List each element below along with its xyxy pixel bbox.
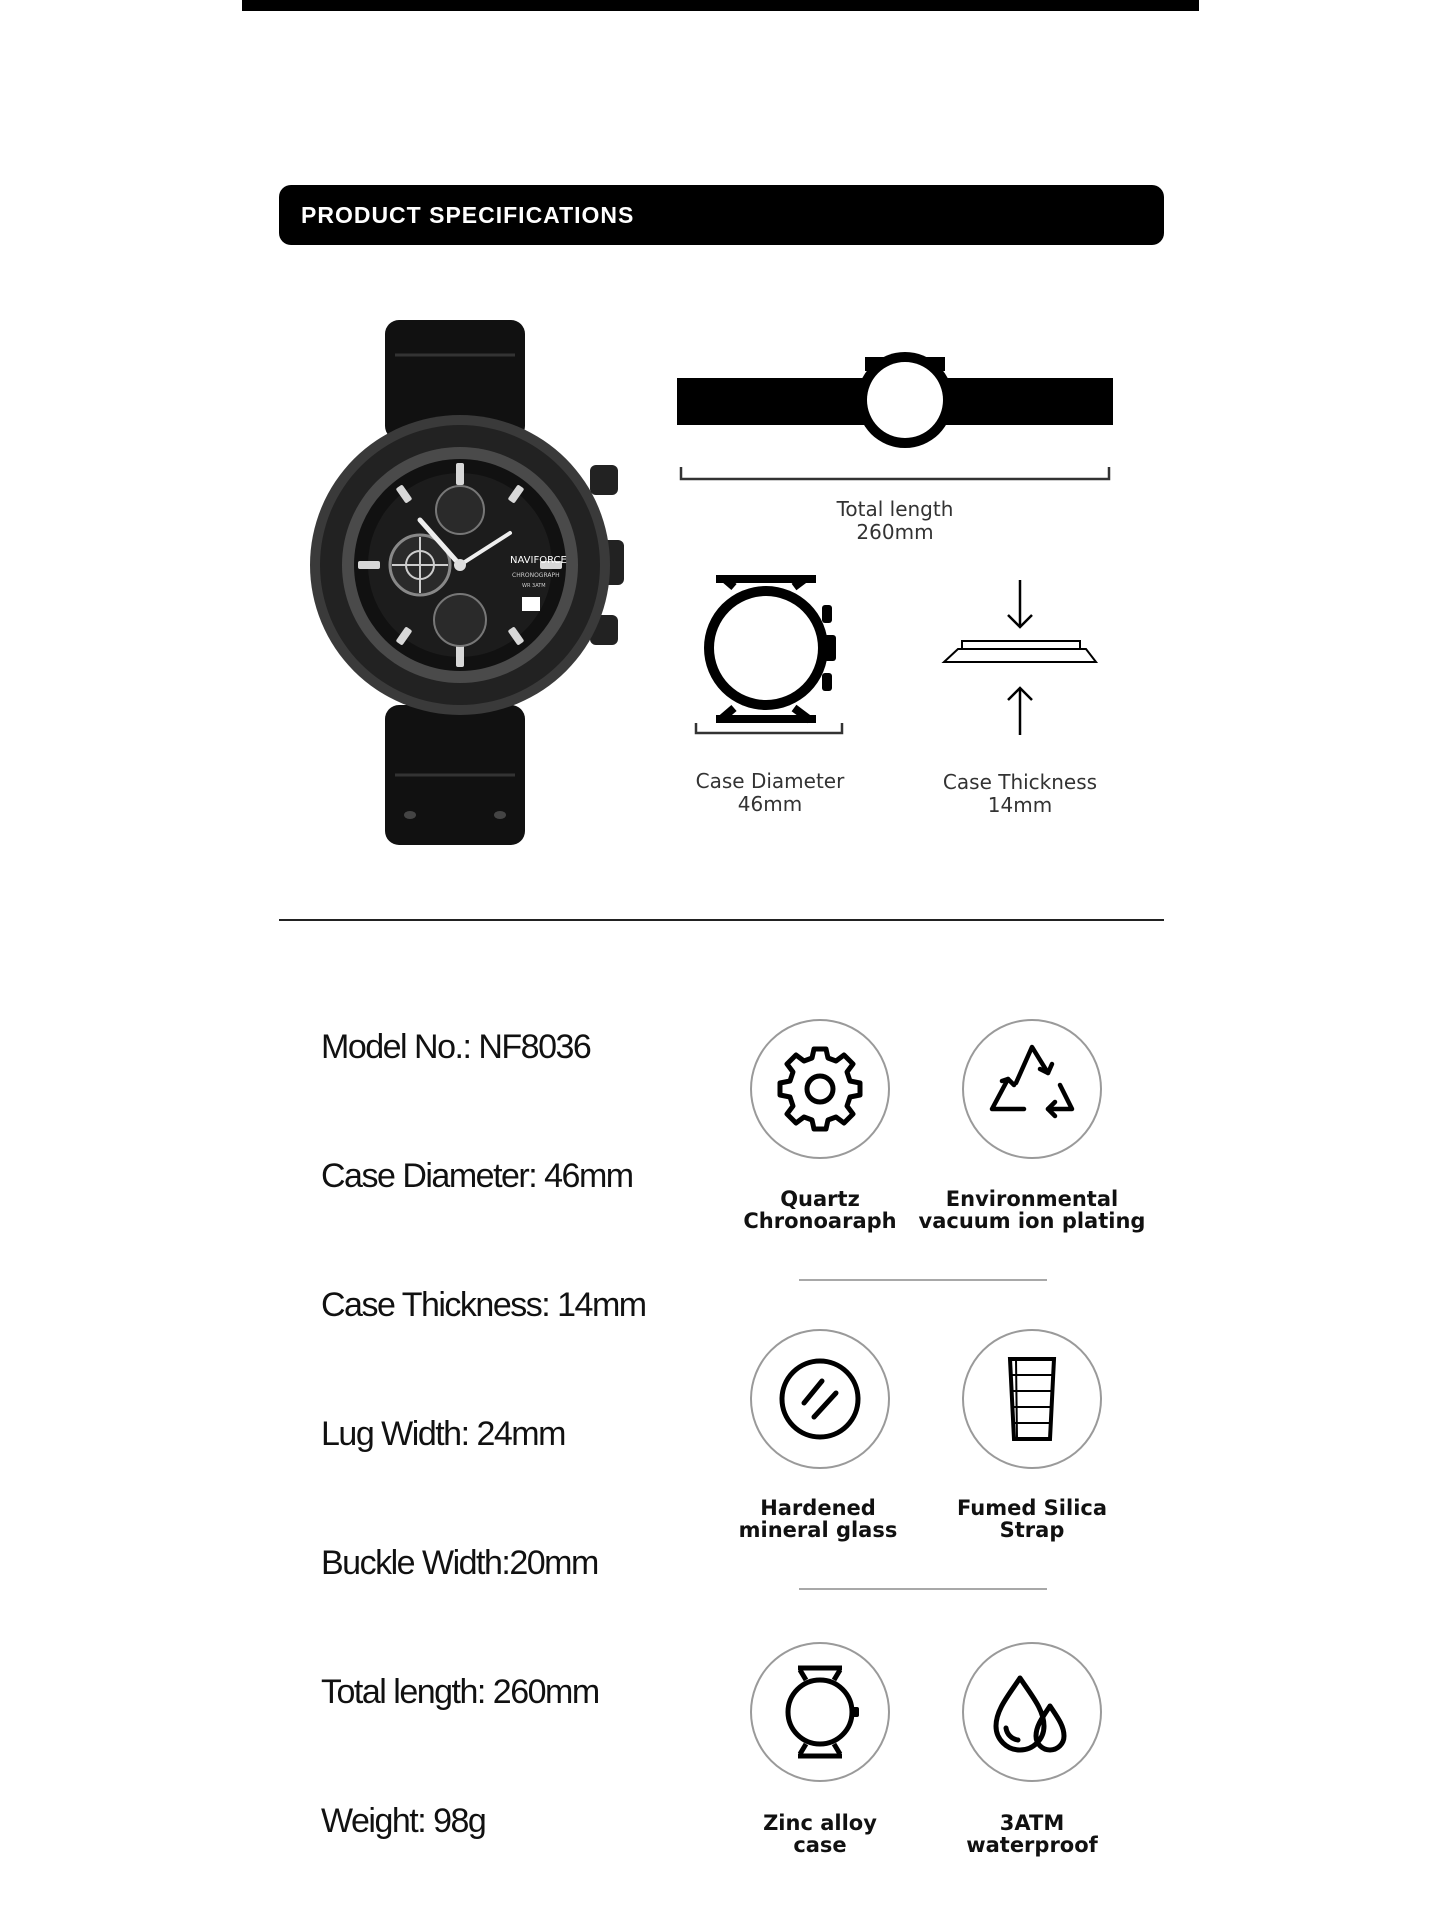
top-bar — [242, 0, 1199, 11]
section-header — [279, 185, 1164, 245]
feature-environmental-label — [912, 1188, 1152, 1232]
spec-model-no: Model No.: NF8036 — [321, 1028, 591, 1066]
spec-lug-width: Lug Width: 24mm — [321, 1415, 565, 1453]
total-length-name: Total length — [836, 497, 954, 521]
feature-zinc-case-line2: case — [793, 1833, 847, 1857]
spec-case-diameter: Case Diameter: 46mm — [321, 1157, 633, 1195]
recycle-icon — [964, 1021, 1100, 1157]
case-diameter-name: Case Diameter — [695, 769, 845, 793]
watch-brand: NAVIFORCE — [510, 555, 567, 566]
glass-icon — [752, 1331, 888, 1467]
total-length-label — [770, 498, 1020, 544]
case-diameter-value: 46mm — [737, 792, 803, 816]
feature-waterproof-line2: waterproof — [966, 1833, 1098, 1857]
feature-waterproof-line1: 3ATM — [999, 1811, 1065, 1835]
section-title: PRODUCT SPECIFICATIONS — [301, 202, 635, 228]
spec-buckle-width: Buckle Width:20mm — [321, 1544, 598, 1582]
feature-zinc-case-line1: Zinc alloy — [763, 1811, 877, 1835]
water-drops-icon — [964, 1644, 1100, 1780]
watch-dial-text: CHRONOGRAPH — [512, 572, 560, 579]
spec-weight: Weight: 98g — [321, 1802, 486, 1840]
spec-case-thickness: Case Thickness: 14mm — [321, 1286, 646, 1324]
feature-quartz-line1: Quartz — [780, 1187, 860, 1211]
watch-water-text: WR 3ATM — [522, 583, 546, 589]
feature-strap-line1: Fumed Silica — [956, 1496, 1108, 1520]
case-diameter-icon — [690, 575, 850, 735]
feature-glass-label — [698, 1497, 938, 1541]
strap-icon — [964, 1331, 1100, 1467]
strap-length-icon — [675, 345, 1115, 485]
feature-zinc-case-label — [700, 1812, 940, 1856]
case-thickness-icon — [940, 575, 1100, 740]
case-thickness-label — [895, 771, 1145, 817]
feature-glass-line2: mineral glass — [738, 1518, 898, 1542]
case-thickness-name: Case Thickness — [942, 770, 1098, 794]
feature-waterproof — [962, 1642, 1102, 1782]
feature-environmental-line2: vacuum ion plating — [918, 1209, 1146, 1233]
case-thickness-value: 14mm — [987, 793, 1053, 817]
case-diameter-label — [645, 770, 895, 816]
feature-glass — [750, 1329, 890, 1469]
gear-icon — [752, 1021, 888, 1157]
feature-quartz — [750, 1019, 890, 1159]
feature-divider-2 — [799, 1588, 1047, 1590]
feature-divider-1 — [799, 1279, 1047, 1281]
watch-case-icon — [752, 1644, 888, 1780]
feature-quartz-label — [700, 1188, 940, 1232]
section-divider — [279, 919, 1164, 921]
feature-strap-line2: Strap — [999, 1518, 1065, 1542]
feature-environmental — [962, 1019, 1102, 1159]
feature-strap — [962, 1329, 1102, 1469]
feature-quartz-line2: Chronoaraph — [743, 1209, 897, 1233]
feature-strap-label — [912, 1497, 1152, 1541]
total-length-value: 260mm — [856, 520, 934, 544]
watch-image — [300, 315, 650, 855]
feature-environmental-line1: Environmental — [945, 1187, 1119, 1211]
feature-zinc-case — [750, 1642, 890, 1782]
feature-waterproof-label — [912, 1812, 1152, 1856]
feature-glass-line1: Hardened — [760, 1496, 876, 1520]
spec-total-length: Total length: 260mm — [321, 1673, 599, 1711]
